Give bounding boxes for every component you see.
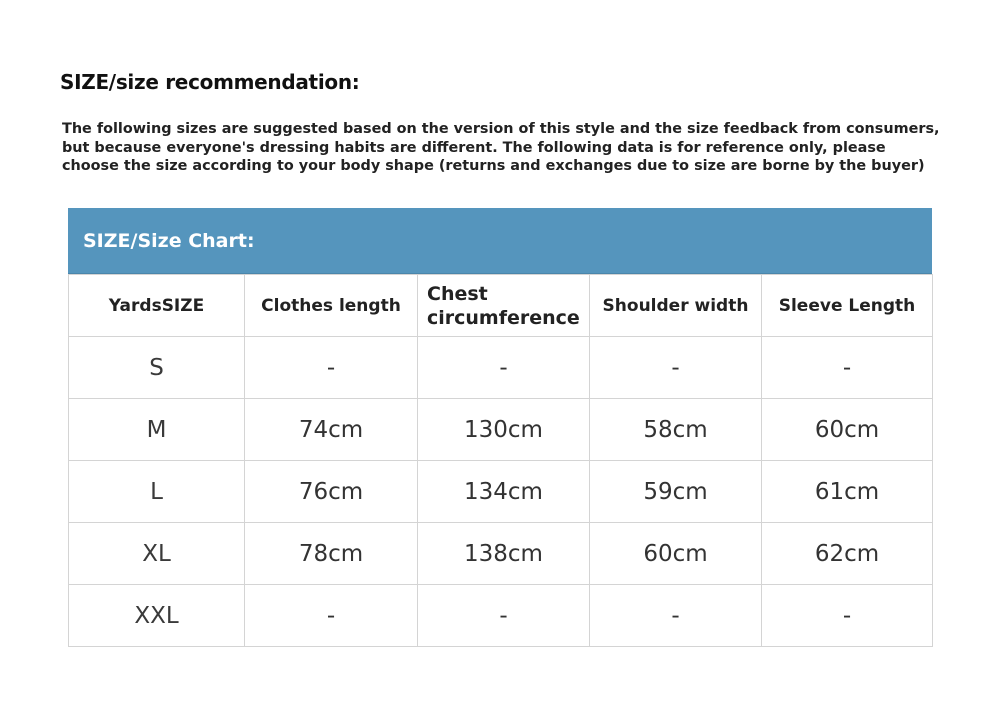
- chest-cell: 130cm: [418, 399, 590, 461]
- size-cell: S: [69, 337, 245, 399]
- size-table-header-row: [69, 275, 933, 337]
- size-chart-banner: [68, 208, 932, 274]
- sleeve-cell: -: [762, 337, 933, 399]
- chest-cell: -: [418, 337, 590, 399]
- table-row: [69, 523, 933, 585]
- header-shoulder-width: Shoulder width: [590, 275, 762, 337]
- chest-cell: 134cm: [418, 461, 590, 523]
- page-title: SIZE/size recommendation:: [60, 70, 360, 94]
- clothes-length-cell: -: [245, 337, 418, 399]
- size-cell: XL: [69, 523, 245, 585]
- chest-cell: -: [418, 585, 590, 647]
- shoulder-cell: -: [590, 337, 762, 399]
- chest-cell: 138cm: [418, 523, 590, 585]
- size-cell: XXL: [69, 585, 245, 647]
- size-chart-title: SIZE/Size Chart:: [83, 229, 255, 252]
- table-row: [69, 399, 933, 461]
- header-chest-circumference: Chest circumference: [418, 275, 590, 337]
- sleeve-cell: 61cm: [762, 461, 933, 523]
- shoulder-cell: 58cm: [590, 399, 762, 461]
- header-clothes-length: Clothes length: [245, 275, 418, 337]
- shoulder-cell: 59cm: [590, 461, 762, 523]
- clothes-length-cell: 76cm: [245, 461, 418, 523]
- shoulder-cell: -: [590, 585, 762, 647]
- clothes-length-cell: 78cm: [245, 523, 418, 585]
- size-advice-line: The following sizes are suggested based on the version of this style and the size feedback from consumers,: [62, 121, 940, 137]
- size-advice-line: choose the size according to your body shape (returns and exchanges due to size are borne by the buyer): [62, 158, 925, 174]
- size-cell: M: [69, 399, 245, 461]
- header-sleeve-length: Sleeve Length: [762, 275, 933, 337]
- sleeve-cell: -: [762, 585, 933, 647]
- sleeve-cell: 62cm: [762, 523, 933, 585]
- size-chart: [68, 208, 932, 647]
- clothes-length-cell: 74cm: [245, 399, 418, 461]
- size-advice-line: but because everyone's dressing habits are different. The following data is for reference only, please: [62, 139, 886, 156]
- table-row: [69, 461, 933, 523]
- size-advice-text: [62, 120, 942, 176]
- size-table: [68, 274, 933, 647]
- clothes-length-cell: -: [245, 585, 418, 647]
- shoulder-cell: 60cm: [590, 523, 762, 585]
- size-cell: L: [69, 461, 245, 523]
- table-row: [69, 337, 933, 399]
- table-row: [69, 585, 933, 647]
- sleeve-cell: 60cm: [762, 399, 933, 461]
- header-size: YardsSIZE: [69, 275, 245, 337]
